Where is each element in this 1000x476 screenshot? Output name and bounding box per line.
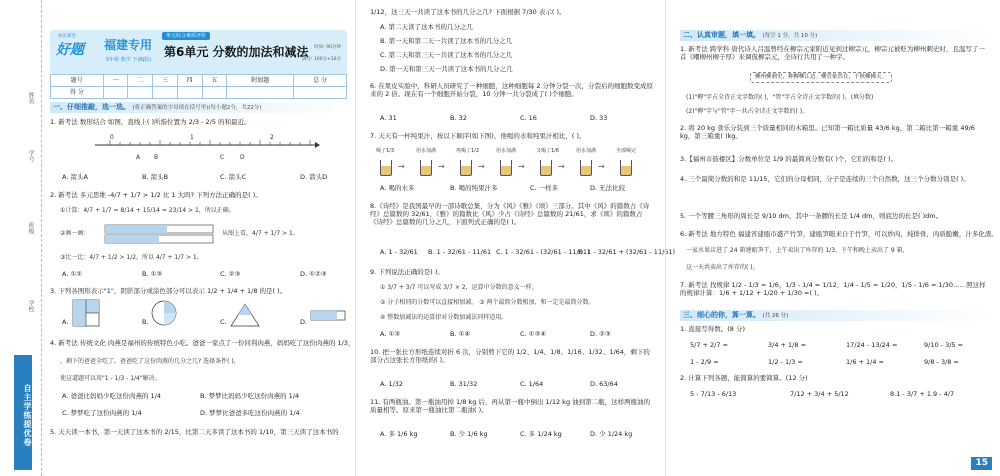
nl-mark-d: D [240, 154, 245, 161]
q3-option-c[interactable]: C. [220, 318, 227, 326]
q2-option-b[interactable]: B. ①③ [142, 270, 163, 278]
q11-option-d[interactable]: D. 少 1/24 kg [590, 430, 633, 438]
calc-1-item: 1/6 + 1/4 = [846, 358, 885, 366]
q6-option-c[interactable]: C. 16 [520, 114, 537, 122]
calc-2-item-1: 5 - 7/13 - 6/13 [690, 390, 737, 398]
left-page [0, 0, 355, 476]
q5-option-c[interactable]: C. 第二天和第三天一共读了这本书的几分之几 [380, 51, 513, 59]
q7-cup [580, 160, 592, 176]
q6-option-b[interactable]: B. 32 [450, 114, 467, 122]
q9-option-b[interactable]: B. ①④ [450, 330, 471, 338]
question-8: 8.《诗经》是我国最早的一部诗歌总集，分为《风》《雅》《颂》三部分。其中《风》的篇数占《诗经》总篇数的 32/61，《雅》的篇数比《风》少占《诗经》总篇数的 21/61，求《颂》的篇数占《诗经》总篇数的几分之几，下面列式正确的是( )。 [370, 202, 650, 227]
full-score-label: 满分: 100分+10分 [301, 57, 341, 62]
q5-option-d[interactable]: D. 第一天和第三天一共读了这本书的几分之几 [380, 65, 513, 73]
grade-label: 5年级 数学 下(RJ版) [106, 57, 152, 63]
number-line [90, 134, 320, 156]
unit-header [50, 30, 347, 74]
fill-3: 3.【福州市鼓楼区】分数单位是 1/9 的最简真分数有( )个，它们的和是( )。 [680, 155, 898, 163]
unit-tag: 单元综合素质评价 [162, 32, 210, 40]
question-1: 1. 新考法 数形结合 如图，直线上( )所指位置为 2/3 - 2/5 的和最近。 [50, 118, 251, 126]
question-4-line-2: ，剩下的爸爸全吃了。爸爸吃了这份肉燕的几分之几? 选择条件( )， [60, 358, 240, 365]
q3-option-b[interactable]: B. [142, 318, 149, 326]
question-11: 11. 有两瓶油。第一瓶油用掉 1/8 kg 后，再从第一瓶中倒出 1/12 kg 油到第二瓶，这样两瓶油的质量相等。原来第一瓶油比第二瓶油( )。 [370, 398, 651, 415]
q3-square-figure [72, 299, 100, 327]
score-header-cell: 四 [177, 75, 202, 87]
q9-option-a[interactable]: A. ①③ [380, 330, 401, 338]
arrow-right-icon: → [558, 162, 565, 171]
section-1-note: (将正确答案的字母填在括号里)(每小题2分，共22分) [132, 105, 262, 111]
q7-step-label: 用水加满 [496, 148, 517, 154]
score-input-cell[interactable] [202, 87, 227, 99]
fill-7: 7. 新考法 找规律 1/2 - 1/3 = 1/6，1/3 - 1/4 = 1/12，1/4 - 1/5 = 1/20，1/5 - 1/6 = 1/30……照这样的规律计算：1/6 + 1/12 + 1/20 + 1/30 =( )。 [680, 281, 986, 298]
q3-option-d[interactable]: D. [300, 318, 308, 326]
q10-option-d[interactable]: D. 63/64 [590, 380, 618, 388]
q5-option-a[interactable]: A. 第二天读了这本书的几分之几 [380, 23, 473, 31]
q2-method-2-result: 从图上看，4/7 + 1/7 > 1。 [222, 230, 299, 237]
score-input-cell[interactable] [153, 87, 178, 99]
question-7: 7. 天天有一杯纯果汁，按以下顺序(如下图)，他喝的水和纯果汁相比，( )。 [370, 132, 586, 140]
arrow-right-icon: → [398, 162, 405, 171]
q8-option-c[interactable]: C. 1 - 32/61 - (32/61 - 11/61) [496, 248, 590, 256]
q7-step-label: 全部喝完 [616, 148, 637, 154]
middle-page [355, 0, 676, 476]
fill-4: 4. 三个最简分数的和是 11/15，它们的分母相同，分子是连续的三个自然数，这三个分数分别是( )。 [680, 175, 970, 183]
score-header-cell: 三 [153, 75, 178, 87]
q7-cup [500, 160, 512, 176]
q2-method-3: ③比一比：4/7 + 1/2 > 1/2，所以 4/7 + 1/7 > 1。 [60, 254, 203, 261]
q4-option-a[interactable]: A. 爸爸比妈妈少吃这份肉燕的 1/4 [62, 392, 161, 400]
margin-name: 姓名 [27, 92, 34, 104]
section-1-heading: 一、仔细推敲，选一选。 [53, 103, 130, 111]
section-2-note: (每空 1 分，共 10 分) [762, 33, 818, 39]
calc-1-item: 1/2 - 1/3 = [768, 358, 803, 366]
question-9: 9. 下列说法正确的是( )。 [370, 268, 444, 276]
page-number: 15 [971, 457, 992, 470]
section-2-title [680, 30, 992, 41]
question-5-continued: 1/12，这三天一共读了这本书的几分之几? 下面根据 7/30 表示( )。 [370, 8, 566, 16]
score-table [50, 74, 347, 99]
fujian-label: 福建专用 [104, 38, 153, 52]
q7-cup [460, 160, 472, 176]
score-label-cell: 得 分 [51, 87, 104, 99]
q7-step-label: 用水加满 [416, 148, 437, 154]
question-6: 6. 在果皮实验中，科研人员研究了一种细胞，这种细胞每 2 分钟分裂一次，分裂后的细胞数变成原来的 2 倍。现在有一个细胞开始分裂，10 分钟一共分裂成了( )个细胞。 [370, 82, 654, 99]
binding-margin [0, 0, 42, 476]
score-input-cell[interactable] [128, 87, 153, 99]
fill-6-line-2: 一家水果店进了 24 箱建瓯笋干，上午卖出了库存的 1/3，下午和晚上卖出了 9 箱， [686, 247, 909, 254]
fill-1-part-a: (1)"柳"字占全诗正文字数的( )，"管"字占全诗正文字数的( )。(填分数) [686, 94, 874, 101]
nl-label-1: 1 [190, 134, 194, 141]
q2-bar-diagram [105, 224, 215, 244]
q3-option-a[interactable]: A. [62, 318, 69, 326]
score-input-cell[interactable] [294, 87, 347, 99]
brand-logo: 好题 [56, 42, 84, 58]
section-3-heading: 三、细心的你，算一算。 [683, 311, 760, 319]
q9-statement-2: ② 分子相同的分数可以直接相加减。 ③ 两个最简分数相加，和一定是最简分数。 [380, 299, 595, 306]
score-input-cell[interactable] [177, 87, 202, 99]
margin-class: 班级 [27, 222, 34, 234]
q2-option-c[interactable]: C. ②③ [220, 270, 241, 278]
q9-statement-3: ④ 整数加减法的运算律对分数加减法同样适用。 [380, 314, 508, 321]
q8-option-b[interactable]: B. 1 - 32/61 - 11/61 [428, 248, 492, 256]
arrow-right-icon: → [598, 162, 605, 171]
q5-option-b[interactable]: B. 第一天和第二天一共读了这本书的几分之几 [380, 37, 513, 45]
time-label: 时间: 90分钟 [314, 45, 341, 50]
question-2: 2. 新考法 多元思维 -4/7 + 1/7 > 1/2 比 1 大吗? 下列方法正确的是( )。 [50, 191, 262, 199]
fill-6-line-3: 这一天共卖出了库存的( )。 [686, 264, 759, 271]
score-header-cell: 总 分 [294, 75, 347, 87]
q7-step-label: 又喝了1/6 [536, 148, 560, 154]
q4-option-d[interactable]: D. 梦梦比爸爸多吃这份肉燕的 1/4 [200, 409, 300, 417]
q10-option-a[interactable]: A. 1/32 [380, 380, 404, 388]
q7-cup [380, 160, 392, 176]
brand-vertical-tag: 自主学练提优卷 [14, 355, 32, 470]
section-3-note: (共 26 分) [762, 313, 789, 319]
q10-option-c[interactable]: C. 1/64 [520, 380, 544, 388]
q7-option-c[interactable]: C. 一样多 [530, 184, 559, 192]
q2-option-d[interactable]: D. ①②③ [300, 270, 327, 278]
calc-2-item-3: 8.1 - 3/7 + 1.9 - 4/7 [890, 390, 955, 398]
q1-option-a[interactable]: A. 箭头A [62, 173, 88, 181]
question-4: 4. 新考法 传统文化 肉燕是福州的传统特色小吃。爸爸一家点了一份同利肉燕，妈妈吃了这份肉燕的 1/3， [50, 339, 355, 347]
nl-mark-a: A [136, 154, 141, 161]
score-header-cell: 二 [128, 75, 153, 87]
calc-1-item: 17/24 - 13/24 = [846, 341, 898, 349]
q8-option-d[interactable]: D. 1 - 32/61 + (32/61 - 11/61) [578, 248, 676, 256]
calc-2-item-2: 7/12 + 3/4 + 5/12 [790, 390, 849, 398]
q9-option-d[interactable]: D. ②③ [590, 330, 611, 338]
score-input-cell[interactable] [103, 87, 128, 99]
q11-option-a[interactable]: A. 多 1/6 kg [380, 430, 418, 438]
page-title: 第6单元 分数的加法和减法 [164, 45, 309, 59]
q6-option-a[interactable]: A. 31 [380, 114, 397, 122]
q9-option-c[interactable]: C. ①③④ [520, 330, 547, 338]
nl-mark-b: B [154, 154, 159, 161]
q7-option-d[interactable]: D. 无法比较 [590, 184, 626, 192]
section-1-title [50, 102, 347, 113]
q6-option-d[interactable]: D. 33 [590, 114, 608, 122]
q9-statement-1: ① 3/7 + 3/7 可以写成 3/7 × 2，运算中分数的意义一样。 [380, 284, 538, 291]
q2-method-2: ②画一画： [60, 230, 90, 237]
q4-option-b[interactable]: B. 梦梦比妈妈少吃这份肉燕的 1/4 [200, 392, 300, 400]
q3-circle-figure [150, 299, 178, 327]
q7-step-label: 用水加满 [576, 148, 597, 154]
calc-1-item: 9/10 - 3/5 = [924, 341, 964, 349]
q1-option-c[interactable]: C. 箭头C [220, 173, 247, 181]
calc-1-item: 1 - 2/9 = [690, 358, 719, 366]
q2-option-a[interactable]: A. ①② [62, 270, 83, 278]
margin-school: 学校 [27, 300, 34, 312]
fill-1: 1. 新考法 跨学科 唐代诗人吕温曾经在柳宗元家附近见到过柳宗元，柳宗元被贬为柳州刺史时，且温写了一首《嘲柳州柳子厚》来调侃柳宗元，全诗行共用了一种字。 [680, 45, 985, 62]
score-header-cell: 题号 [51, 75, 104, 87]
calc-2: 2. 计算下列各题，能简算的要简算。(12 分) [680, 374, 808, 382]
nl-label-2: 2 [270, 134, 274, 141]
question-3: 3. 下列各图形表示"1"，阴影部分或涂色部分可以表示 1/2 + 1/4 + 1/8 的是( )。 [50, 287, 287, 295]
q7-cup [420, 160, 432, 176]
q10-option-b[interactable]: B. 31/32 [450, 380, 478, 388]
calc-1: 1. 直接写得数。(8 分) [680, 325, 746, 333]
q4-option-c[interactable]: C. 梦梦吃了这份肉燕的 1/4 [62, 409, 142, 417]
score-header-cell: 五 [202, 75, 227, 87]
brand-sub: 快乐课堂 [58, 34, 76, 39]
poem-box: 柳州柳刺史，种柳柳江边。柳管依然在，千秋柳拂天。 [750, 72, 892, 83]
question-5: 5. 天天读一本书，第一天读了这本书的 2/15，比第二天多读了这本书的 1/10，第三天读了这本书的 [50, 428, 339, 436]
q1-option-d[interactable]: D. 箭头D [300, 173, 328, 181]
q11-option-c[interactable]: C. 多 1/24 kg [520, 430, 562, 438]
arrow-right-icon: → [478, 162, 485, 171]
margin-id: 学号 [27, 150, 34, 162]
q7-cup [620, 160, 632, 176]
q2-method-1: ①计算：4/7 + 1/7 = 8/14 + 15/14 = 23/14 > 1，所以正确。 [60, 207, 235, 214]
q7-step-label: 再喝了1/2 [456, 148, 480, 154]
question-4-line-3: 使这道题可以用"1 - 1/3 - 1/4"解决。 [60, 375, 161, 382]
nl-label-0: 0 [110, 134, 114, 141]
q7-step-label: 喝了1/3 [376, 148, 395, 154]
q1-option-b[interactable]: B. 箭头B [142, 173, 169, 181]
fill-2: 2. 将 20 kg 食乐分装到三个质量相同的木箱里。已知第一箱比质量 43/6 kg，第二箱比第一箱重 49/6 kg，第三箱重( )kg。 [680, 124, 975, 141]
question-10: 10. 把一张长方形纸连续对折 6 次，分别剪下它的 1/2、1/4、1/8、1/16、1/32、1/64，剩下的部分占这张长方形纸的( )。 [370, 348, 650, 365]
q3-bar-figure [310, 310, 346, 322]
q7-cup [540, 160, 552, 176]
q8-option-a[interactable]: A. 1 - 32/61 [380, 248, 418, 256]
calc-1-item: 3/4 + 1/8 = [768, 341, 807, 349]
q7-option-a[interactable]: A. 喝的水多 [380, 184, 415, 192]
calc-1-item: 9/8 - 3/8 = [924, 358, 959, 366]
fill-5: 5. 一个等腰三角形的周长是 9/10 dm，其中一条腰的长是 1/4 dm，则底边的长是( )dm。 [680, 212, 943, 220]
arrow-right-icon: → [438, 162, 445, 171]
fill-1-part-b: (2)"柳"字与"管"字一共占全诗正文字数的( )。 [686, 108, 809, 115]
score-header-cell: 一 [103, 75, 128, 87]
nl-mark-c: C [220, 154, 225, 161]
arrow-right-icon: → [518, 162, 525, 171]
calc-1-item: 5/7 + 2/7 = [690, 341, 729, 349]
section-3-title [680, 310, 992, 321]
right-page [665, 0, 1000, 476]
section-2-heading: 二、认真审题，填一填。 [683, 31, 760, 39]
q11-option-b[interactable]: B. 少 1/6 kg [450, 430, 488, 438]
q7-option-b[interactable]: B. 喝的纯果汁多 [450, 184, 498, 192]
score-input-cell[interactable] [227, 87, 294, 99]
score-header-cell: 附加题 [227, 75, 294, 87]
q3-triangle-figure [230, 303, 260, 327]
fill-6: 6. 新考法 地方特色 福建省建瓯市盛产竹笋，建瓯笋眼来自于竹笋，可以炒肉，炖排骨，肉质脆嫩，汁多化渣。 [680, 230, 998, 238]
